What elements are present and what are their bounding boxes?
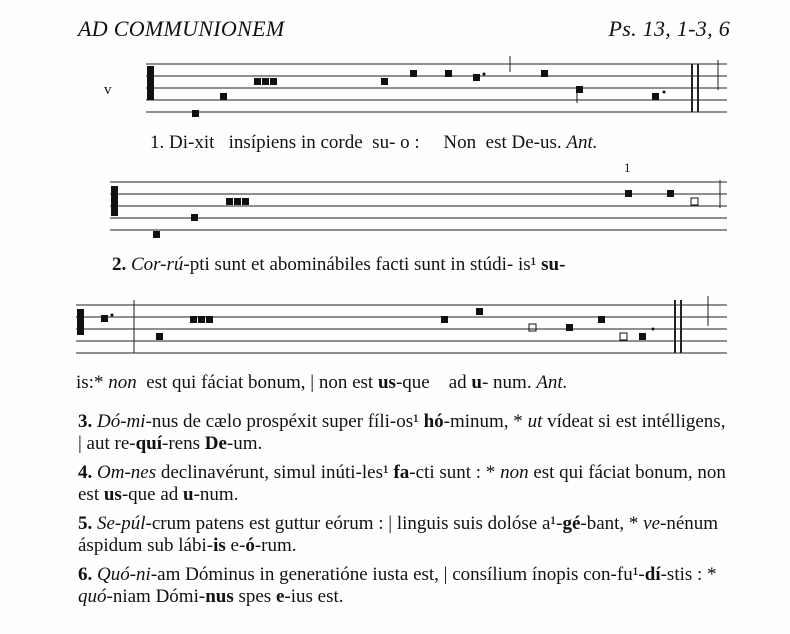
- verse-text: gé: [562, 513, 581, 534]
- lyric-syl: su- o :: [372, 132, 420, 153]
- verse-text: vídeat si est intélligens, | aut re-: [78, 411, 726, 454]
- verse-text: ó: [245, 535, 255, 556]
- lyric-syl: 1. Di-xit: [150, 132, 215, 153]
- lyric-syl: pti sunt et abominábiles facti sunt in stúdi- is¹: [189, 254, 542, 275]
- verse-text: -que ad: [121, 484, 184, 505]
- verse-text: hó: [423, 411, 444, 432]
- verse-text: nus: [205, 586, 234, 607]
- lyric-syl: u: [471, 372, 482, 393]
- verse-text: nus de cælo prospéxit super fíli-os¹: [151, 411, 424, 432]
- lyric-syl: su-: [541, 254, 566, 275]
- verse-number: 2.: [112, 254, 131, 275]
- verse-text: quí: [135, 433, 163, 454]
- verse-text: -num.: [193, 484, 239, 505]
- lyric-syl: non: [103, 372, 137, 393]
- verse-text: -rum.: [254, 535, 297, 556]
- verse-number: 3.: [78, 411, 97, 432]
- verse-text: -stis : *: [660, 564, 717, 585]
- verse-3: [78, 411, 726, 455]
- verse-number: 6.: [78, 564, 97, 585]
- verse-text: e-: [225, 535, 246, 556]
- lyric-syl: -que: [395, 372, 430, 393]
- verse-text: -niam Dómi-: [106, 586, 206, 607]
- verse-text: ut: [527, 411, 543, 432]
- chant-title: AD COMMUNIONEM: [78, 16, 285, 41]
- verse-text: u: [183, 484, 194, 505]
- verse-text: ve: [643, 513, 661, 534]
- verse-4: [78, 462, 726, 506]
- verse-text: -minum, *: [443, 411, 528, 432]
- verse-text: -um.: [226, 433, 263, 454]
- verse-number: 5.: [78, 513, 97, 534]
- verse-text: -bant, *: [580, 513, 644, 534]
- verse-text: -ius est.: [284, 586, 344, 607]
- verse-text: is: [213, 535, 226, 556]
- psalm-reference: Ps. 13, 1-3, 6: [608, 16, 730, 41]
- mode-mark: v: [104, 82, 112, 98]
- verse-text: e: [275, 586, 285, 607]
- verse-text: non: [500, 462, 529, 483]
- lyric-line-3: [76, 372, 567, 394]
- verse-text: -rens: [162, 433, 205, 454]
- verse-text: De: [204, 433, 227, 454]
- verse-5: [78, 513, 726, 557]
- verse-text: dí: [644, 564, 661, 585]
- episema-number: 1: [624, 160, 631, 175]
- verse-text: -nénum áspidum sub lábi-: [78, 513, 719, 556]
- lyric-syl: Non: [443, 132, 477, 153]
- asterisk: *: [93, 372, 104, 393]
- lyric-syl: est qui fáciat bonum, | non est: [146, 372, 378, 393]
- verse-text: crum patens est guttur eórum : | linguis suis dolóse a¹-: [151, 513, 563, 534]
- verse-number: 4.: [78, 462, 97, 483]
- antiphon-mark: Ant.: [536, 372, 568, 393]
- verse-text: est qui fáciat bonum, non est: [78, 462, 726, 505]
- verse-text: -cti sunt : *: [409, 462, 501, 483]
- verse-6: [78, 564, 726, 608]
- verse-text: spes: [233, 586, 276, 607]
- verse-text: Om-nes: [97, 462, 157, 483]
- verse-text: fa: [393, 462, 410, 483]
- lyric-syl: ad: [448, 372, 472, 393]
- antiphon-mark: Ant.: [566, 132, 598, 153]
- verse-text: am Dóminus in generatióne iusta est, | consílium ínopis con-fu¹-: [157, 564, 645, 585]
- lyric-syl: us: [377, 372, 396, 393]
- verse-text: Dó-mi-: [97, 411, 152, 432]
- lyric-syl: est De-us.: [485, 132, 562, 153]
- verse-text: Quó-ni-: [97, 564, 158, 585]
- verse-text: declinavérunt, simul inúti-les¹: [156, 462, 394, 483]
- verse-text: Se-púl-: [97, 513, 152, 534]
- lyric-syl: - num.: [481, 372, 532, 393]
- lyric-syl: insípiens in corde: [228, 132, 363, 153]
- lyric-syl: Cor-rú-: [131, 254, 190, 275]
- verse-text: us: [103, 484, 122, 505]
- verse-text: quó: [78, 586, 107, 607]
- lyric-syl: is:: [76, 372, 94, 393]
